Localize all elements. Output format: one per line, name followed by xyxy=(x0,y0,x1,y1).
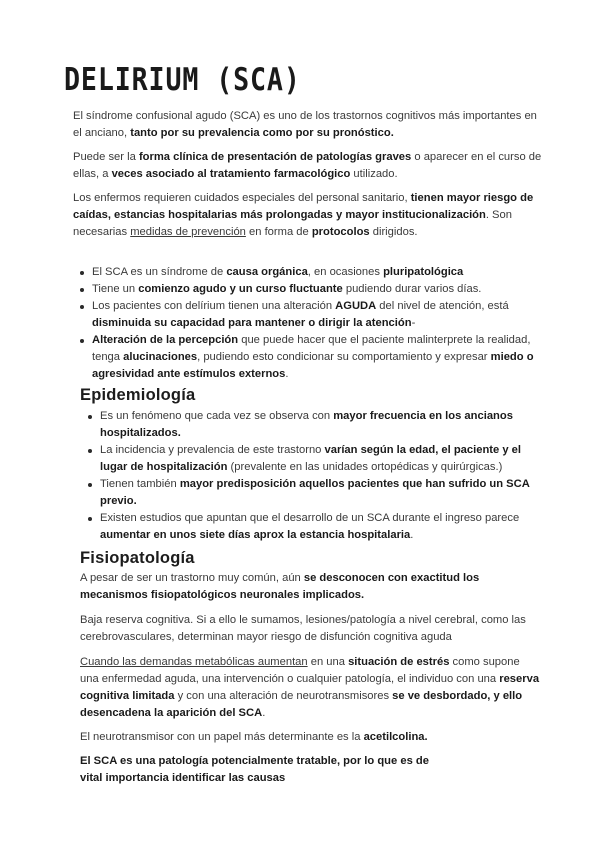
fisiopatologia-paragraph-1: A pesar de ser un trastorno muy común, aún se desconocen con exactitud los mecanismos fisiopatológicos neuronales implicados. xyxy=(80,572,480,601)
fisiopatologia-paragraph-3: Cuando las demandas metabólicas aumentan en una situación de estrés como supone una enfermedad aguda, una intervención o cualquier patología, el individuo con una reserva cognitiva limitada y con una alteración de neurotransmisores se ve desbordado, y ello desencadena la aparición del SCA. xyxy=(80,656,540,719)
list-item: Alteración de la percepción que puede hacer que el paciente malinterprete la realidad, tenga alucinaciones, pudiendo esto condicionar su comportamiento y expresar miedo o agresividad ante estímulos externos. xyxy=(92,332,544,383)
fisiopatologia-paragraph-2: Baja reserva cognitiva. Si a ello le sumamos, lesiones/patología a nivel cerebral, como las cerebrovasculares, determinan mayor riesgo de disfunción cognitiva aguda xyxy=(80,614,526,643)
list-item: Es un fenómeno que cada vez se observa con mayor frecuencia en los ancianos hospitalizados. xyxy=(100,408,540,442)
section-heading-fisiopatologia: Fisiopatología xyxy=(80,549,195,567)
intro-paragraph-3: Los enfermos requieren cuidados especiales del personal sanitario, tienen mayor riesgo de caídas, estancias hospitalarias más prolongadas y mayor institucionalización. Son necesarias medidas de prevención en forma de protocolos dirigidos. xyxy=(73,192,534,238)
fisiopatologia-paragraph-4: El neurotransmisor con un papel más determinante es la acetilcolina. xyxy=(80,731,428,743)
intro-paragraph-1: El síndrome confusional agudo (SCA) es uno de los trastornos cognitivos más importantes en el anciano, tanto por su prevalencia como por su pronóstico. xyxy=(73,110,537,139)
epidemiologia-bullet-list xyxy=(100,408,540,544)
intro-paragraph-2: Puede ser la forma clínica de presentación de patologías graves o aparecer en el curso de ellas, a veces asociado al tratamiento farmacológico utilizado. xyxy=(73,151,542,180)
list-item: Tiene un comienzo agudo y un curso fluctuante pudiendo durar varios días. xyxy=(92,281,544,298)
section-heading-epidemiologia: Epidemiología xyxy=(80,386,196,404)
list-item: Tienen también mayor predisposición aquellos pacientes que han sufrido un SCA previo. xyxy=(100,476,540,510)
list-item: Los pacientes con delírium tienen una alteración AGUDA del nivel de atención, está disminuida su capacidad para mantener o dirigir la atención- xyxy=(92,298,544,332)
intro-bullet-list xyxy=(92,264,544,383)
list-item: Existen estudios que apuntan que el desarrollo de un SCA durante el ingreso parece aumentar en unos siete días aprox la estancia hospitalaria. xyxy=(100,510,540,544)
page-title: DELIRIUM (SCA) xyxy=(64,62,301,98)
list-item: El SCA es un síndrome de causa orgánica, en ocasiones pluripatológica xyxy=(92,264,544,281)
list-item: La incidencia y prevalencia de este trastorno varían según la edad, el paciente y el lugar de hospitalización (prevalente en las unidades ortopédicas y quirúrgicas.) xyxy=(100,442,540,476)
fisiopatologia-conclusion: El SCA es una patología potencialmente tratable, por lo que es de vital importancia identificar las causas xyxy=(80,755,429,784)
